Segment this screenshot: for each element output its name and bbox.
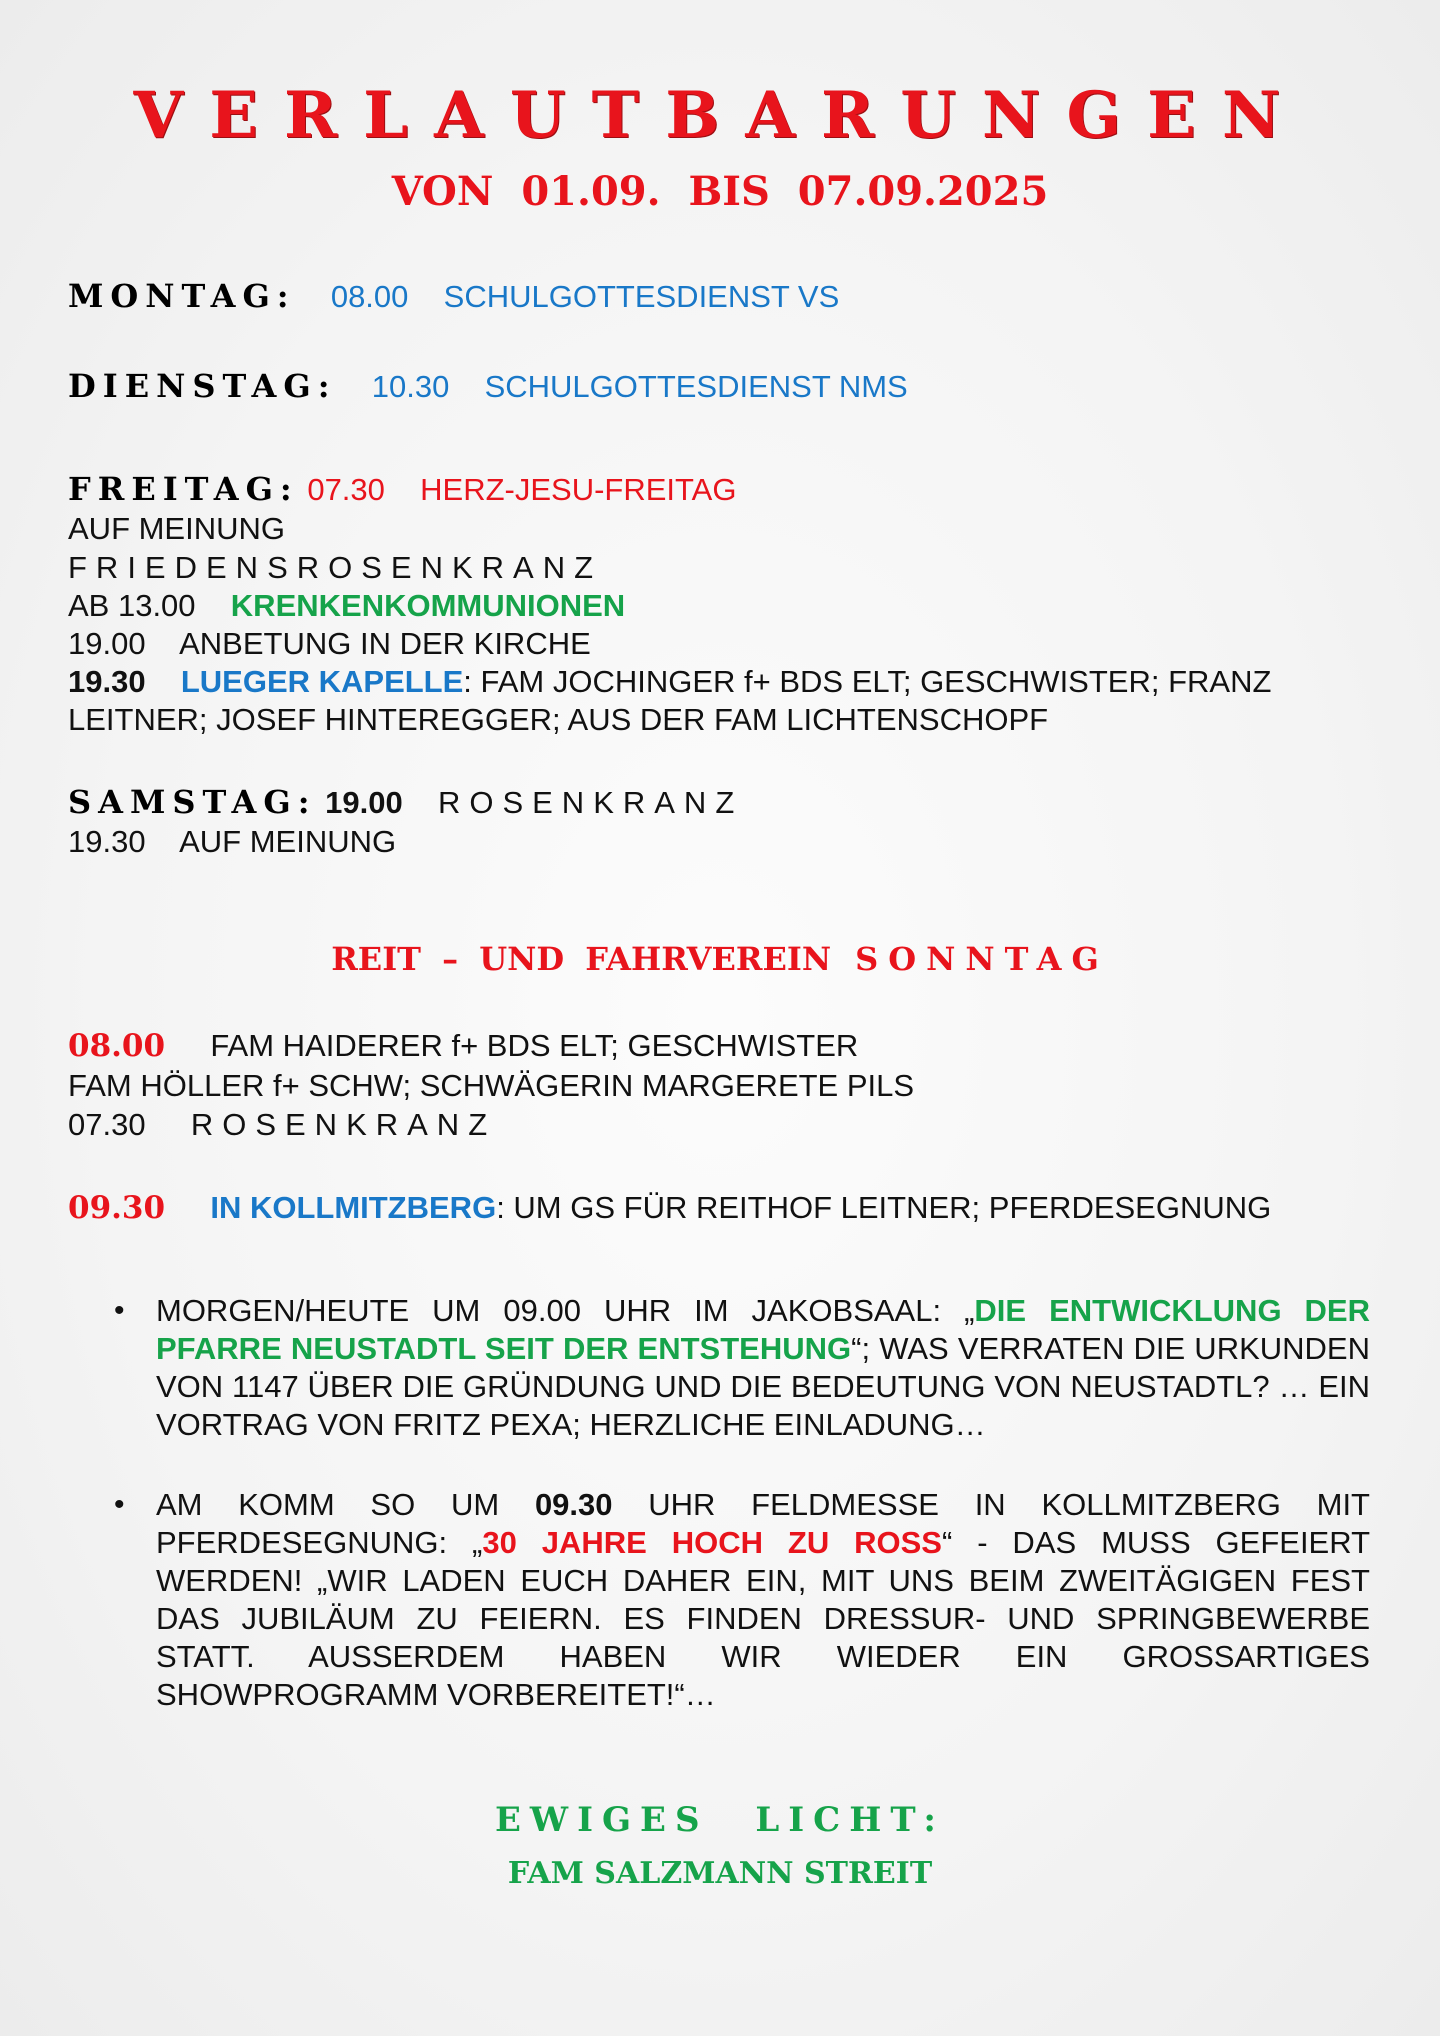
notice-2-before: AM KOMM SO UM: [156, 1487, 535, 1522]
sunday-mass-1-time: 08.00: [68, 1028, 166, 1064]
bullet-icon: •: [114, 1294, 125, 1327]
tuesday-line: [68, 367, 908, 406]
tuesday-event: SCHULGOTTESDIENST NMS: [484, 369, 908, 404]
sunday-heading: [0, 940, 1440, 978]
friday-line-3-prefix: AB 13.00: [68, 588, 196, 623]
notice-1-before: MORGEN/HEUTE UM 09.00 UHR IM JAKOBSAAL: „: [156, 1293, 975, 1328]
sunday-mass-1-line-3-text: ROSENKRANZ: [190, 1107, 497, 1142]
sunday-mass-1-line-1: FAM HAIDERER f+ BDS ELT; GESCHWISTER: [210, 1028, 859, 1063]
sunday-mass-2-place: IN KOLLMITZBERG: [210, 1190, 497, 1225]
notice-item: [68, 1292, 1370, 1444]
saturday-event: ROSENKRANZ: [437, 785, 744, 820]
sunday-heading-day: SONNTAG: [855, 940, 1109, 978]
monday-line: [68, 277, 839, 316]
saturday-line-2-time: 19.30: [68, 824, 146, 859]
saturday-label: SAMSTAG:: [68, 783, 317, 821]
friday-line-5-place: LUEGER KAPELLE: [180, 664, 464, 699]
sunday-mass-1: [68, 1027, 858, 1065]
friday-line-6: LEITNER; JOSEF HINTEREGGER; AUS DER FAM LICHTENSCHOPF: [68, 702, 1049, 737]
sunday-mass-2-text: : UM GS FÜR REITHOF LEITNER; PFERDESEGNUNG: [496, 1190, 1272, 1225]
notice-item: [68, 1486, 1370, 1714]
monday-event: SCHULGOTTESDIENST VS: [443, 279, 840, 314]
friday-line-2: FRIEDENSROSENKRANZ: [68, 550, 603, 585]
friday-time: 07.30: [307, 472, 385, 507]
saturday-time: 19.00: [325, 785, 403, 820]
notice-2-middle: UHR FELDMESSE IN KOLLMITZBERG MIT PFERDESEGNUNG: „: [156, 1487, 1370, 1560]
saturday-line-2: [68, 823, 396, 861]
friday-label: FREITAG:: [68, 470, 299, 508]
page-title: VERLAUTBARUNGEN: [133, 78, 1307, 153]
saturday-line-2-text: AUF MEINUNG: [179, 824, 397, 859]
saturday-line: [68, 783, 743, 822]
sunday-heading-club: REIT – UND FAHRVEREIN: [331, 940, 832, 978]
sunday-mass-1-line-2: FAM HÖLLER f+ SCHW; SCHWÄGERIN MARGERETE PILS: [68, 1068, 915, 1103]
friday-event: HERZ-JESU-FREITAG: [420, 472, 737, 507]
tuesday-label: DIENSTAG:: [68, 367, 337, 405]
friday-line-4-text: ANBETUNG IN DER KIRCHE: [179, 626, 591, 661]
friday-line-5-text: : FAM JOCHINGER f+ BDS ELT; GESCHWISTER; FRANZ: [463, 664, 1272, 699]
notice-list: [68, 1292, 1370, 1756]
monday-time: 08.00: [330, 279, 409, 314]
eternal-light-family: FAM SALZMANN STREIT: [507, 1856, 933, 1891]
friday-line-5: [68, 663, 1271, 701]
eternal-light-heading: EWIGES LICHT:: [495, 1800, 945, 1840]
friday-line-3-event: KRENKENKOMMUNIONEN: [230, 588, 626, 623]
notice-1-after: “; WAS VERRATEN DIE URKUNDEN VON 1147 ÜBER DIE GRÜNDUNG UND DIE BEDEUTUNG VON NEUSTADTL? … EIN VORTRAG VON FRITZ PEXA; HERZLICHE EINLADUNG…: [156, 1331, 1370, 1442]
date-range: VON 01.09. BIS 07.09.2025: [391, 168, 1049, 215]
notice-2-after: “ - DAS MUSS GEFEIERT WERDEN! „WIR LADEN EUCH DAHER EIN, MIT UNS BEIM ZWEITÄGIGEN FEST DAS JUBILÄUM ZU FEIERN. ES FINDEN DRESSUR- UND SPRINGBEWERBE STATT. AUSSERDEM HABEN WIR WIEDER EIN GROSSARTIGES SHOWPROGRAMM VORBEREITET!“…: [156, 1525, 1370, 1712]
friday-line-1: AUF MEINUNG: [68, 511, 285, 546]
notice-2-highlight: 30 JAHRE HOCH ZU ROSS: [482, 1525, 942, 1560]
friday-line-4: [68, 625, 591, 663]
tuesday-time: 10.30: [371, 369, 450, 404]
sunday-mass-1-line-3: [68, 1106, 496, 1144]
monday-label: MONTAG:: [68, 277, 296, 315]
friday-line-5-time: 19.30: [68, 664, 146, 699]
sunday-mass-2-time: 09.30: [68, 1190, 166, 1226]
friday-line-4-time: 19.00: [68, 626, 146, 661]
sunday-mass-2: [68, 1189, 1271, 1227]
sunday-mass-1-line-3-time: 07.30: [68, 1107, 146, 1142]
notice-2-bold: 09.30: [534, 1487, 613, 1522]
bullet-icon: •: [114, 1488, 125, 1521]
friday-line: [68, 470, 736, 509]
friday-line-3: [68, 587, 625, 625]
notice-1-highlight: DIE ENTWICKLUNG DER PFARRE NEUSTADTL SEIT DER ENTSTEHUNG: [156, 1293, 1370, 1366]
